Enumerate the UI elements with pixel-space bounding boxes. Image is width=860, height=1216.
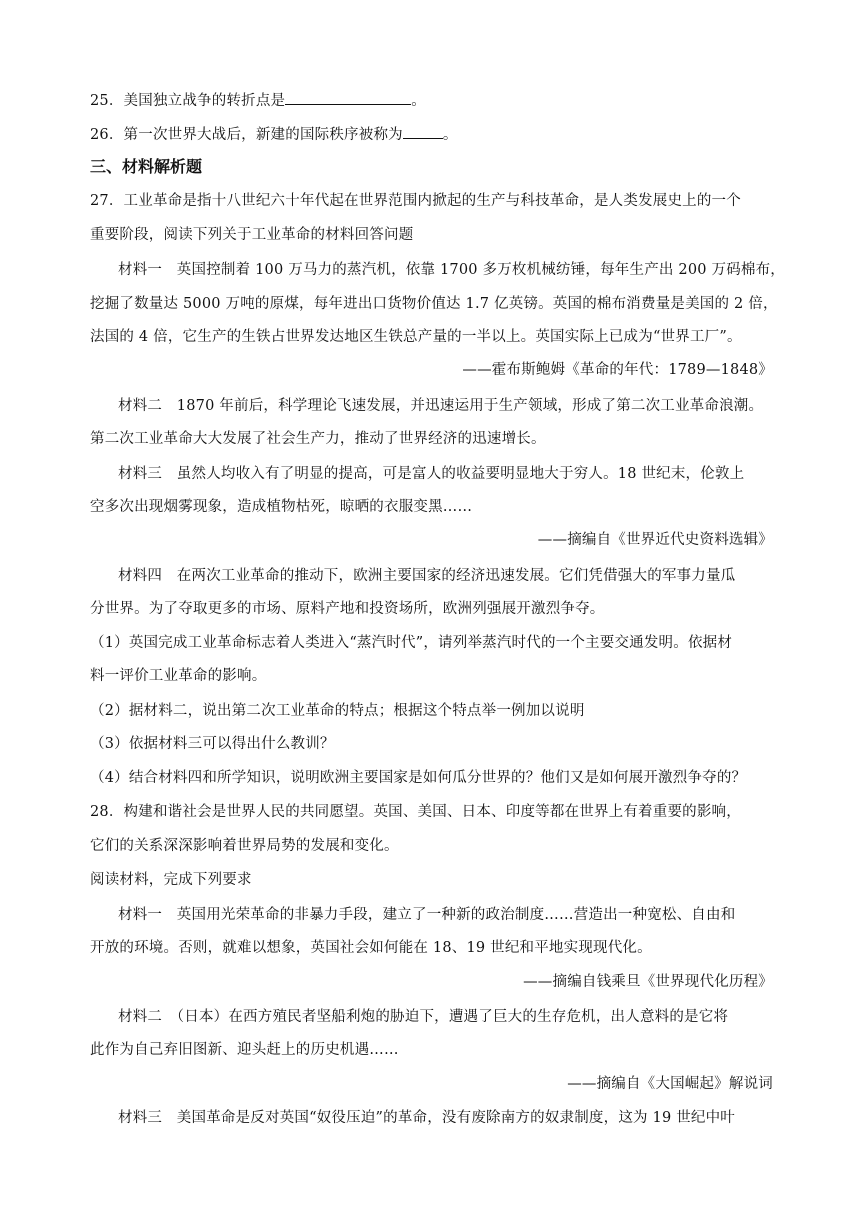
q28-material-1-line-2: 开放的环境。否则，就难以想象，英国社会如何能在 18、19 世纪和平地实现现代化。 <box>90 940 652 956</box>
q27-stem-line-2: 重要阶段，阅读下列关于工业革命的材料回答问题 <box>90 227 414 243</box>
q27-subquestion-2: （2）据材料二，说出第二次工业革命的特点；根据这个特点举一例加以说明 <box>90 703 585 719</box>
q28-material-2-line-1: 材料二 （日本）在西方殖民者坚船利炮的胁迫下，遭遇了巨大的生存危机，出人意料的是它将 <box>118 1009 729 1025</box>
answer-blank-25[interactable] <box>285 90 411 105</box>
q27-material-3-line-1: 材料三 虽然人均收入有了明显的提高，可是富人的收益要明显地大于穷人。18 世纪末，伦敦上 <box>118 466 745 482</box>
question-26-end: 。 <box>442 127 458 143</box>
question-25-text: 25．美国独立战争的转折点是 <box>90 93 286 109</box>
question-26 <box>90 124 780 145</box>
question-26-text: 26．第一次世界大战后，新建的国际秩序被称为 <box>90 127 403 143</box>
section-title: 三、材料解析题 <box>90 157 203 176</box>
q27-subquestion-3: （3）依据材料三可以得出什么教训？ <box>90 736 335 752</box>
q27-material-3-line-2: 空多次出现烟雾现象，造成植物枯死，晾晒的衣服变黑…… <box>90 499 473 515</box>
q27-stem-line-1: 27．工业革命是指十八世纪六十年代起在世界范围内掀起的生产与科技革命，是人类发展史上的一个 <box>90 193 741 209</box>
q28-read-instruction: 阅读材料，完成下列要求 <box>90 872 252 888</box>
question-25 <box>90 90 780 111</box>
q28-material-2-source: ——摘编自《大国崛起》解说词 <box>567 1076 773 1092</box>
q27-subquestion-4: （4）结合材料四和所学知识，说明欧洲主要国家是如何瓜分世界的？他们又是如何展开激烈争夺的？ <box>90 770 747 786</box>
q27-material-1-line-1: 材料一 英国控制着 100 万马力的蒸汽机，依靠 1700 多万枚机械纺锤，每年生产出 200 万码棉布， <box>118 262 786 278</box>
q28-stem-line-2: 它们的关系深深影响着世界局势的发展和变化。 <box>90 838 399 854</box>
q28-material-3-line-1: 材料三 美国革命是反对英国“奴役压迫”的革命，没有废除南方的奴隶制度，这为 19 世纪中叶 <box>118 1110 735 1126</box>
question-25-end: 。 <box>411 93 426 109</box>
q27-material-3-source: ——摘编自《世界近代史资料选辑》 <box>537 532 773 548</box>
q27-material-4-line-1: 材料四 在两次工业革命的推动下，欧洲主要国家的经济迅速发展。它们凭借强大的军事力量瓜 <box>118 568 736 584</box>
q28-stem-line-1: 28．构建和谐社会是世界人民的共同愿望。英国、美国、日本、印度等都在世界上有着重要的影响， <box>90 804 741 820</box>
q27-subquestion-1-line-2: 料一评价工业革命的影响。 <box>90 668 267 684</box>
q27-subquestion-1-line-1: （1）英国完成工业革命标志着人类进入“蒸汽时代”，请列举蒸汽时代的一个主要交通发明。依据材 <box>90 635 733 651</box>
q27-material-4-line-2: 分世界。为了夺取更多的市场、原料产地和投资场所，欧洲列强展开激烈争夺。 <box>90 601 605 617</box>
q27-material-1-line-3: 法国的 4 倍，它生产的生铁占世界发达地区生铁总产量的一半以上。英国实际上已成为“世界工厂”。 <box>90 329 742 345</box>
q27-material-2-line-1: 材料二 1870 年前后，科学理论飞速发展，并迅速运用于生产领域，形成了第二次工业革命浪潮。 <box>118 398 764 414</box>
q27-material-1-line-2: 挖掘了数量达 5000 万吨的原煤，每年进出口货物价值达 1.7 亿英镑。英国的棉布消费量是美国的 2 倍， <box>90 296 778 312</box>
q28-material-1-source: ——摘编自钱乘旦《世界现代化历程》 <box>523 974 773 990</box>
q27-material-1-source: ——霍布斯鲍姆《革命的年代：1789—1848》 <box>462 362 773 378</box>
q27-material-2-line-2: 第二次工业革命大大发展了社会生产力，推动了世界经济的迅速增长。 <box>90 431 546 447</box>
q28-material-2-line-2: 此作为自己弃旧图新、迎头赶上的历史机遇…… <box>90 1042 399 1058</box>
q28-material-1-line-1: 材料一 英国用光荣革命的非暴力手段，建立了一种新的政治制度……营造出一种宽松、自由和 <box>118 907 736 923</box>
answer-blank-26[interactable] <box>403 124 443 139</box>
